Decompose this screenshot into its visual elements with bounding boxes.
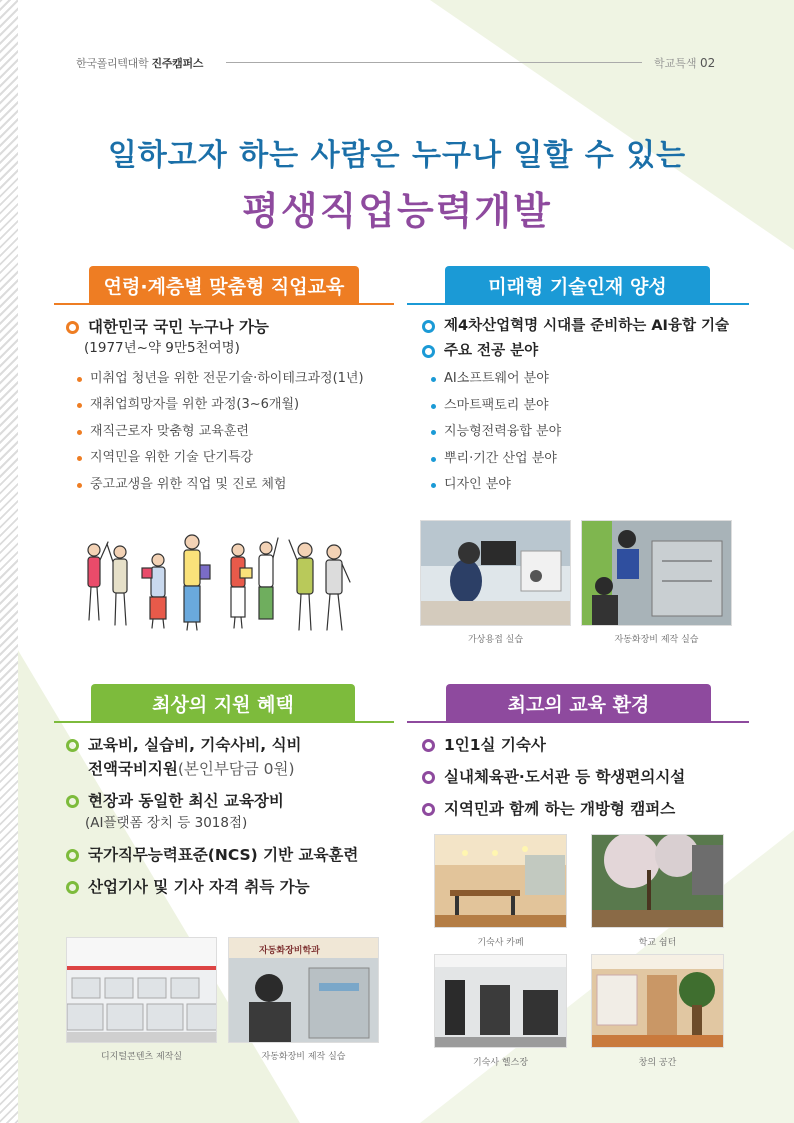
header-campus: 한국폴리텍대학 진주캠퍼스 — [76, 57, 204, 70]
section-list-environment — [422, 735, 752, 819]
list-item: 스마트팩토리 분야 — [422, 393, 752, 420]
section-list-education — [66, 317, 396, 499]
photo-automation-practice — [228, 937, 379, 1043]
dot-bullet-icon — [431, 483, 436, 488]
dot-bullet-icon — [77, 483, 82, 488]
list-item: 재직근로자 맞춤형 교육훈련 — [66, 419, 396, 446]
list-item-sub: (AI플랫폼 장치 등 3018점) — [85, 815, 248, 832]
list-item: 미취업 청년을 위한 전문기술·하이테크과정(1년) — [66, 366, 396, 393]
list-item: 뿌리·기간 산업 분야 — [422, 446, 752, 473]
section-heading-support-benefits: 최상의 지원 혜택 — [91, 684, 355, 722]
section-underline — [54, 721, 394, 723]
circle-bullet-icon — [422, 803, 435, 816]
circle-bullet-icon — [66, 795, 79, 808]
list-item-main: 대한민국 국민 누구나 가능 — [66, 317, 396, 337]
title-line1: 일하고자 하는 사람은 누구나 일할 수 있는 — [107, 138, 687, 173]
header-divider — [226, 62, 642, 63]
circle-bullet-icon — [66, 849, 79, 862]
list-item-main: 실내체육관·도서관 등 학생편의시설 — [422, 767, 752, 787]
photo-creative-space — [591, 954, 724, 1048]
photo-caption: 자동화장비 제작 실습 — [614, 635, 699, 645]
photo-caption: 자동화장비 제작 실습 — [261, 1052, 346, 1062]
dot-bullet-icon — [431, 404, 436, 409]
title-line2: 평생직업능력개발 — [242, 189, 552, 233]
photo-school-rest-area — [591, 834, 724, 928]
circle-bullet-icon — [66, 739, 79, 752]
section-list-support — [66, 735, 406, 898]
section-heading-customized-education: 연령·계층별 맞춤형 직업교육 — [89, 266, 359, 304]
section-underline — [407, 303, 749, 305]
dot-bullet-icon — [431, 430, 436, 435]
dot-bullet-icon — [77, 430, 82, 435]
photo-caption: 기숙사 헬스장 — [472, 1058, 529, 1068]
list-item-main: 산업기사 및 기사 자격 취득 가능 — [66, 877, 406, 897]
photo-digital-content-lab — [66, 937, 217, 1043]
dot-bullet-icon — [431, 377, 436, 382]
list-item-main: 현장과 동일한 최신 교육장비 — [66, 791, 406, 811]
section-heading-future-talent: 미래형 기술인재 양성 — [445, 266, 710, 304]
circle-bullet-icon — [422, 320, 435, 333]
list-item: 지역민을 위한 기술 단기특강 — [66, 446, 396, 473]
photo-dorm-cafe — [434, 834, 567, 928]
dot-bullet-icon — [431, 457, 436, 462]
circle-bullet-icon — [422, 771, 435, 784]
header-page: 학교특색 02 — [654, 56, 716, 70]
list-item: 재취업희망자를 위한 과정(3~6개월) — [66, 393, 396, 420]
list-item: AI소프트웨어 분야 — [422, 367, 752, 394]
photo-caption: 학교 쉼터 — [638, 938, 677, 948]
list-item-main: 제4차산업혁명 시대를 준비하는 AI융합 기술 — [422, 317, 752, 336]
photo-automation-equipment — [581, 520, 732, 626]
circle-bullet-icon — [422, 345, 435, 358]
photo-caption: 가상용접 실습 — [467, 635, 524, 645]
section-list-future — [422, 317, 752, 499]
circle-bullet-icon — [66, 881, 79, 894]
photo-sign-text: 자동화장비학과 — [259, 946, 320, 956]
photo-caption: 기숙사 카페 — [477, 938, 524, 948]
section-underline — [54, 303, 394, 305]
photo-caption: 디지털콘텐츠 제작실 — [100, 1052, 183, 1062]
photo-virtual-welding — [420, 520, 571, 626]
list-item-main: 교육비, 실습비, 기숙사비, 식비 — [66, 735, 406, 755]
list-item: 디자인 분야 — [422, 473, 752, 500]
list-item-main: 지역민과 함께 하는 개방형 캠퍼스 — [422, 799, 752, 819]
list-item-main-cont: 전액국비지원 (본인부담금 0원) — [88, 760, 295, 779]
people-illustration — [80, 520, 355, 635]
section-heading-education-environment: 최고의 교육 환경 — [446, 684, 711, 722]
circle-bullet-icon — [66, 321, 79, 334]
photo-dorm-gym — [434, 954, 567, 1048]
list-item: 중고교생을 위한 직업 및 진로 체험 — [66, 472, 396, 499]
list-item: 지능형전력융합 분야 — [422, 420, 752, 447]
list-item-main: 주요 전공 분야 — [422, 342, 752, 361]
dot-bullet-icon — [77, 456, 82, 461]
dot-bullet-icon — [77, 403, 82, 408]
dot-bullet-icon — [77, 377, 82, 382]
section-underline — [407, 721, 749, 723]
list-item-sub: (1977년~약 9만5천여명) — [84, 340, 240, 357]
photo-caption: 창의 공간 — [638, 1058, 677, 1068]
list-item-main: 1인1실 기숙사 — [422, 735, 752, 755]
circle-bullet-icon — [422, 739, 435, 752]
list-item-main: 국가직무능력표준(NCS) 기반 교육훈련 — [66, 845, 406, 865]
